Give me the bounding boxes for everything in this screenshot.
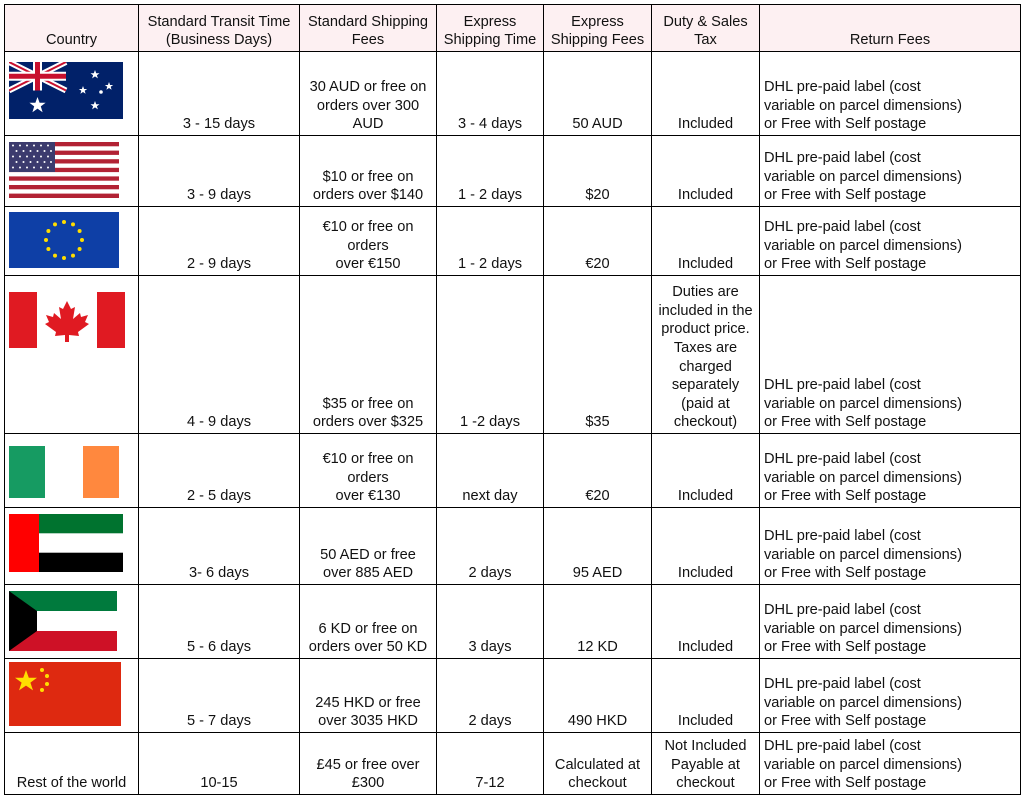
country-cell (5, 659, 139, 733)
ireland-flag-icon (9, 446, 119, 498)
transit-cell: 2 - 5 days (139, 434, 300, 508)
return-fee-cell: DHL pre-paid label (cost variable on parcel dimensions) or Free with Self postage (760, 207, 1021, 276)
transit-cell: 3 - 15 days (139, 52, 300, 136)
express-fee-cell: 50 AUD (544, 52, 652, 136)
country-cell (5, 434, 139, 508)
header-row (5, 5, 1021, 52)
header-returns: Return Fees (760, 5, 1021, 52)
express-fee-cell: €20 (544, 434, 652, 508)
transit-cell: 2 - 9 days (139, 207, 300, 276)
transit-cell: 5 - 7 days (139, 659, 300, 733)
express-time-cell: 7-12 (437, 733, 544, 795)
standard-fee-cell: €10 or free on orders over €150 (300, 207, 437, 276)
header-express-time: Express Shipping Time (437, 5, 544, 52)
standard-fee-cell: 6 KD or free on orders over 50 KD (300, 585, 437, 659)
transit-cell: 4 - 9 days (139, 276, 300, 434)
return-fee-cell: DHL pre-paid label (cost variable on parcel dimensions) or Free with Self postage (760, 276, 1021, 434)
header-duty: Duty & Sales Tax (652, 5, 760, 52)
table-row (5, 585, 1021, 659)
transit-cell: 3 - 9 days (139, 136, 300, 207)
standard-fee-cell: $10 or free on orders over $140 (300, 136, 437, 207)
table-row (5, 136, 1021, 207)
return-fee-cell: DHL pre-paid label (cost variable on parcel dimensions) or Free with Self postage (760, 52, 1021, 136)
express-fee-cell: 95 AED (544, 508, 652, 585)
express-fee-cell: €20 (544, 207, 652, 276)
express-time-cell: 1 -2 days (437, 276, 544, 434)
shipping-rates-table (4, 4, 1021, 795)
table-row (5, 276, 1021, 434)
country-cell (5, 136, 139, 207)
express-time-cell: 3 - 4 days (437, 52, 544, 136)
express-time-cell: 2 days (437, 659, 544, 733)
express-fee-cell: $20 (544, 136, 652, 207)
header-standard-transit: Standard Transit Time (Business Days) (139, 5, 300, 52)
table-row (5, 508, 1021, 585)
china-flag-icon (9, 662, 121, 726)
uae-flag-icon (9, 514, 123, 572)
country-cell (5, 52, 139, 136)
table-row (5, 434, 1021, 508)
header-country: Country (5, 5, 139, 52)
canada-flag-icon (9, 292, 125, 348)
return-fee-cell: DHL pre-paid label (cost variable on parcel dimensions) or Free with Self postage (760, 136, 1021, 207)
australia-flag-icon (9, 62, 123, 119)
duty-cell: Not Included Payable at checkout (652, 733, 760, 795)
standard-fee-cell: 50 AED or free over 885 AED (300, 508, 437, 585)
header-standard-fees: Standard Shipping Fees (300, 5, 437, 52)
transit-cell: 5 - 6 days (139, 585, 300, 659)
express-fee-cell: 12 KD (544, 585, 652, 659)
return-fee-cell: DHL pre-paid label (cost variable on parcel dimensions) or Free with Self postage (760, 434, 1021, 508)
header-express-fees: Express Shipping Fees (544, 5, 652, 52)
standard-fee-cell: €10 or free on orders over €130 (300, 434, 437, 508)
usa-flag-icon (9, 142, 119, 198)
duty-cell: Included (652, 136, 760, 207)
country-cell (5, 508, 139, 585)
duty-cell: Duties are included in the product price. Taxes are charged separately (paid at checkout) (652, 276, 760, 434)
duty-cell: Included (652, 52, 760, 136)
return-fee-cell: DHL pre-paid label (cost variable on parcel dimensions) or Free with Self postage (760, 508, 1021, 585)
duty-cell: Included (652, 508, 760, 585)
transit-cell: 10-15 (139, 733, 300, 795)
country-cell (5, 276, 139, 434)
table-row (5, 659, 1021, 733)
express-fee-cell: Calculated at checkout (544, 733, 652, 795)
express-fee-cell: $35 (544, 276, 652, 434)
country-cell (5, 585, 139, 659)
standard-fee-cell: 245 HKD or free over 3035 HKD (300, 659, 437, 733)
return-fee-cell: DHL pre-paid label (cost variable on parcel dimensions) or Free with Self postage (760, 659, 1021, 733)
duty-cell: Included (652, 659, 760, 733)
express-time-cell: 1 - 2 days (437, 207, 544, 276)
country-cell (5, 207, 139, 276)
table-row (5, 52, 1021, 136)
duty-cell: Included (652, 207, 760, 276)
express-time-cell: 2 days (437, 508, 544, 585)
standard-fee-cell: $35 or free on orders over $325 (300, 276, 437, 434)
return-fee-cell: DHL pre-paid label (cost variable on parcel dimensions) or Free with Self postage (760, 733, 1021, 795)
return-fee-cell: DHL pre-paid label (cost variable on parcel dimensions) or Free with Self postage (760, 585, 1021, 659)
duty-cell: Included (652, 585, 760, 659)
express-time-cell: next day (437, 434, 544, 508)
table-row (5, 207, 1021, 276)
express-fee-cell: 490 HKD (544, 659, 652, 733)
express-time-cell: 3 days (437, 585, 544, 659)
express-time-cell: 1 - 2 days (437, 136, 544, 207)
duty-cell: Included (652, 434, 760, 508)
standard-fee-cell: £45 or free over £300 (300, 733, 437, 795)
eu-flag-icon (9, 212, 119, 268)
table-row (5, 733, 1021, 795)
standard-fee-cell: 30 AUD or free on orders over 300 AUD (300, 52, 437, 136)
transit-cell: 3- 6 days (139, 508, 300, 585)
country-cell: Rest of the world (5, 733, 139, 795)
kuwait-flag-icon (9, 591, 117, 651)
